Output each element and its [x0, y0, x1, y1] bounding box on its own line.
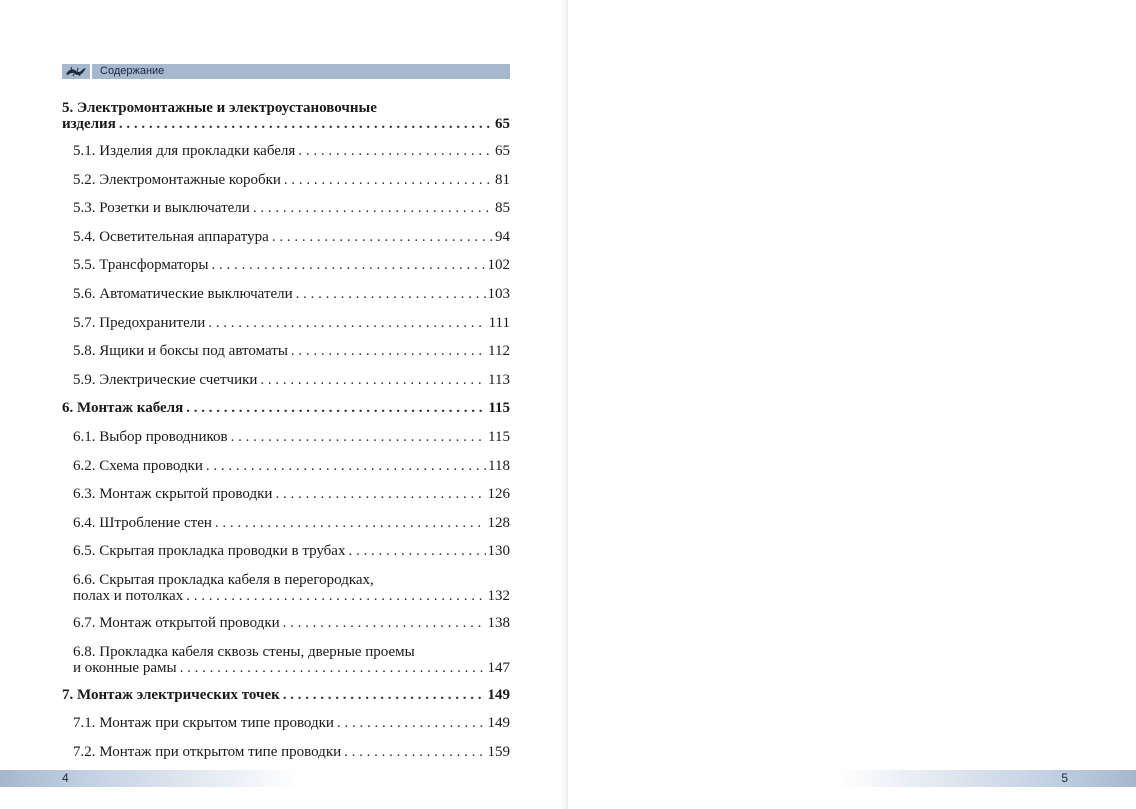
toc-page-number: 102: [487, 257, 510, 274]
toc-section-entry: [62, 372, 510, 401]
toc-section-entry: [62, 286, 510, 315]
toc-entry-title: 7. Монтаж электрических точек: [62, 686, 280, 703]
toc-entry-title: 6.3. Монтаж скрытой проводки: [73, 486, 273, 503]
dot-leader: [272, 229, 493, 245]
toc-page-number: 103: [487, 285, 510, 302]
dot-leader: [291, 343, 486, 359]
toc-section-entry: [62, 515, 510, 544]
toc-entry-title: 5.6. Автоматические выключатели: [73, 285, 293, 302]
toc-entry-line: [73, 372, 510, 388]
dot-leader: [298, 143, 493, 159]
toc-entry-title: и оконные рамы: [73, 659, 177, 676]
toc-section-entry: [62, 172, 510, 201]
dot-leader: [211, 257, 485, 273]
header-title: Содержание: [100, 65, 165, 77]
table-of-contents-left: [62, 100, 510, 772]
toc-page-number: 147: [487, 659, 510, 676]
toc-page-number: 112: [488, 343, 510, 360]
toc-entry-line: [62, 400, 510, 416]
toc-entry-line: [73, 315, 510, 331]
toc-entry-line: [73, 458, 510, 474]
toc-entry-title: 5.8. Ящики и боксы под автоматы: [73, 343, 288, 360]
dot-leader: [275, 486, 485, 502]
toc-entry-line: [73, 744, 510, 760]
toc-entry-title: 6.4. Штробление стен: [73, 514, 212, 531]
toc-entry-line: [73, 257, 510, 273]
toc-page-number: 132: [487, 587, 510, 604]
toc-entry-line: [73, 660, 510, 676]
toc-chapter-entry: [62, 400, 510, 429]
toc-section-entry: [62, 744, 510, 773]
dot-leader: [337, 715, 486, 731]
toc-entry-title: 6. Монтаж кабеля: [62, 400, 184, 417]
toc-entry-line: [73, 172, 510, 188]
dot-leader: [208, 315, 486, 331]
toc-page-number: 149: [487, 715, 510, 732]
toc-entry-line: [73, 429, 510, 445]
dot-leader: [344, 744, 485, 760]
toc-entry-title-line: 6.8. Прокладка кабеля сквозь стены, дверные проемы: [73, 643, 415, 660]
toc-page-number: 118: [488, 457, 510, 474]
dot-leader: [186, 588, 485, 604]
dot-leader: [231, 429, 486, 445]
toc-section-entry: [62, 200, 510, 229]
toc-entry-line: [73, 286, 510, 302]
toc-page-number: 115: [488, 428, 510, 445]
toc-section-entry: [62, 644, 510, 687]
toc-page-number: 128: [487, 514, 510, 531]
toc-entry-title: 7.2. Монтаж при открытом типе проводки: [73, 743, 342, 760]
toc-entry-line: [73, 143, 510, 159]
right-page: [568, 0, 1136, 809]
toc-entry-title: 5.9. Электрические счетчики: [73, 371, 258, 388]
toc-entry-line: [62, 116, 510, 132]
page-footer: [0, 770, 300, 787]
toc-entry-title: 5.7. Предохранители: [73, 314, 206, 331]
toc-section-entry: [62, 257, 510, 286]
toc-entry-title: 5.1. Изделия для прокладки кабеля: [73, 143, 296, 159]
toc-page-number: 138: [487, 614, 510, 631]
dot-leader: [186, 400, 486, 416]
toc-section-entry: [62, 315, 510, 344]
toc-entry-line: [73, 543, 510, 559]
toc-section-entry: [62, 229, 510, 258]
toc-entry-title: 5.3. Розетки и выключатели: [73, 200, 250, 217]
toc-entry-line: [73, 343, 510, 359]
toc-entry-title: изделия: [62, 116, 116, 132]
toc-section-entry: [62, 715, 510, 744]
toc-entry-title: 5.5. Трансформаторы: [73, 257, 209, 274]
toc-entry-title: 6.5. Скрытая прокладка проводки в трубах: [73, 543, 346, 560]
dot-leader: [206, 458, 486, 474]
dot-leader: [253, 200, 493, 216]
page-number: 4: [62, 771, 69, 785]
toc-entry-title: 7.1. Монтаж при скрытом типе проводки: [73, 715, 334, 732]
toc-page-number: 130: [487, 543, 510, 560]
toc-page-number: 113: [488, 371, 510, 388]
toc-chapter-entry: [62, 687, 510, 716]
toc-section-entry: [62, 615, 510, 644]
toc-entry-title-line: 5. Электромонтажные и электроустановочные: [62, 100, 377, 116]
toc-page-number: 85: [495, 200, 510, 217]
toc-section-entry: [62, 572, 510, 615]
toc-section-entry: [62, 458, 510, 487]
dot-leader: [348, 543, 485, 559]
dot-leader: [119, 116, 493, 132]
page-footer: [836, 770, 1136, 787]
toc-section-entry: [62, 143, 510, 172]
toc-page-number: 94: [495, 228, 510, 245]
dot-leader: [260, 372, 486, 388]
toc-entry-line: [73, 200, 510, 216]
toc-entry-line: [73, 588, 510, 604]
toc-chapter-entry: [62, 100, 510, 143]
dot-leader: [284, 172, 493, 188]
toc-entry-title: 6.1. Выбор проводников: [73, 428, 228, 445]
toc-page-number: 126: [487, 486, 510, 503]
toc-entry-title: 6.7. Монтаж открытой проводки: [73, 614, 280, 631]
toc-entry-line: [73, 715, 510, 731]
toc-entry-title: 5.2. Электромонтажные коробки: [73, 171, 281, 188]
dot-leader: [283, 615, 486, 631]
toc-page-number: 159: [487, 743, 510, 760]
toc-page-number: 65: [495, 116, 510, 132]
toc-entry-title-line: 6.6. Скрытая прокладка кабеля в перегородках,: [73, 571, 374, 588]
lizard-emblem-icon: [62, 64, 92, 79]
dot-leader: [296, 286, 486, 302]
toc-entry-line: [73, 515, 510, 531]
toc-page-number: 149: [487, 686, 510, 703]
toc-entry-title: полах и потолках: [73, 587, 184, 604]
dot-leader: [283, 687, 486, 703]
toc-section-entry: [62, 343, 510, 372]
toc-page-number: 115: [488, 400, 510, 417]
toc-section-entry: [62, 429, 510, 458]
toc-section-entry: [62, 543, 510, 572]
dot-leader: [180, 660, 486, 676]
running-header: [62, 64, 510, 79]
toc-entry-line: [73, 615, 510, 631]
toc-entry-line: [73, 229, 510, 245]
dot-leader: [215, 515, 486, 531]
page-number: 5: [1061, 771, 1068, 785]
toc-entry-title: 6.2. Схема проводки: [73, 457, 203, 474]
toc-page-number: 81: [495, 171, 510, 188]
toc-page-number: 65: [495, 143, 510, 159]
toc-entry-title: 5.4. Осветительная аппаратура: [73, 228, 269, 245]
toc-entry-line: [62, 687, 510, 703]
toc-entry-line: [73, 486, 510, 502]
toc-page-number: 111: [488, 314, 510, 331]
toc-section-entry: [62, 486, 510, 515]
